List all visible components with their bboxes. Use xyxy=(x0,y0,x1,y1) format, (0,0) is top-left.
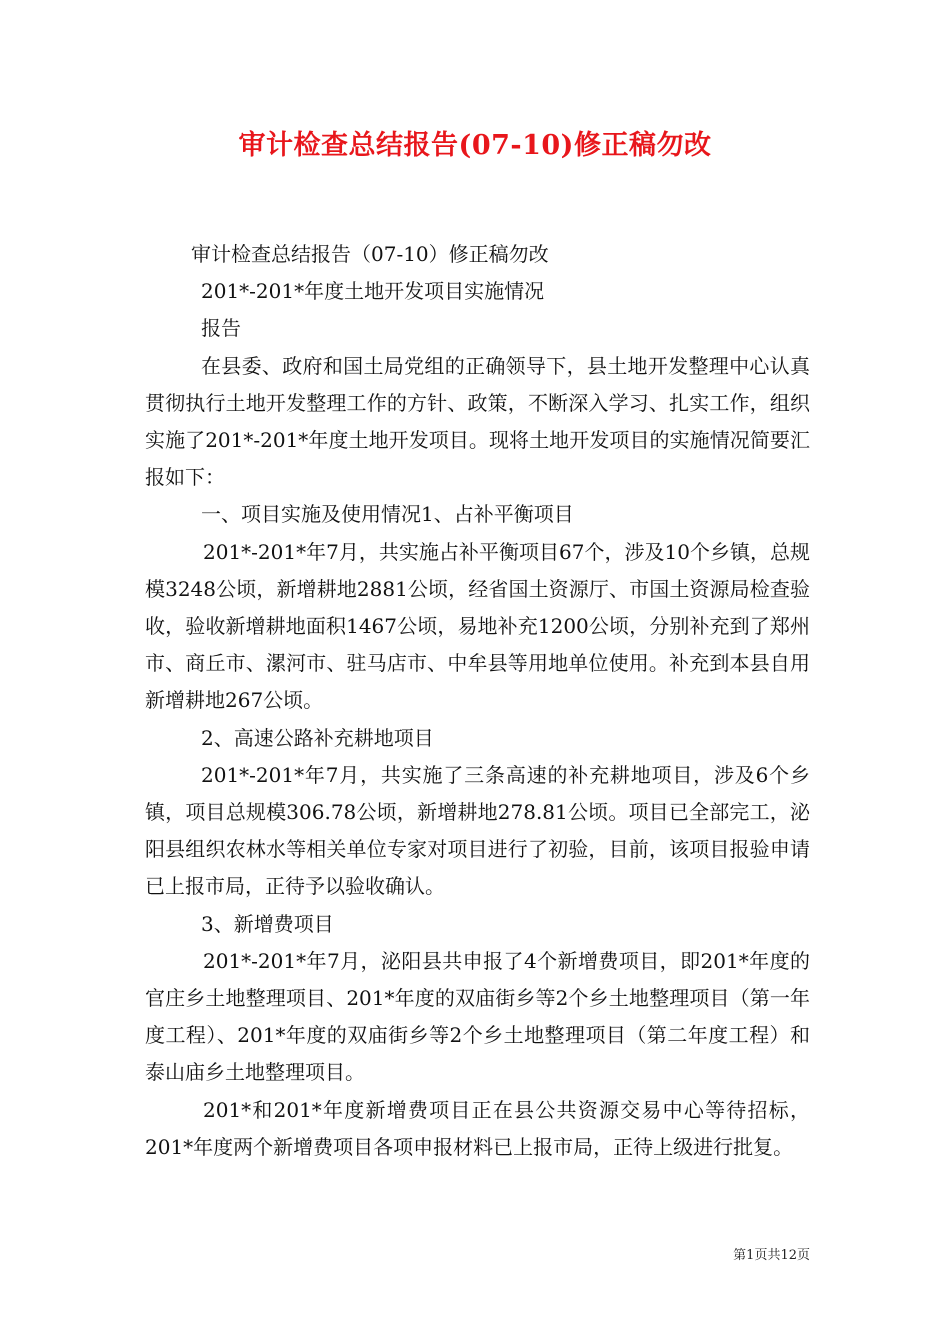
paragraph-report-label: 报告 xyxy=(201,316,241,341)
document-body xyxy=(145,236,810,1166)
paragraph-bidding-status: 201*和201*年度新增费项目正在县公共资源交易中心等待招标，201*年度两个新增费项目各项申报材料已上报市局，正待上级进行批复。 xyxy=(145,1097,810,1159)
paragraph-new-fee-projects: 201*-201*年7月，泌阳县共申报了4个新增费项目，即201*年度的官庄乡土地整理项目、201*年度的双庙街乡等2个乡土地整理项目（第一年度工程）、201*年度的双庙街乡等2个乡土地整理项目（第二年度工程）和泰山庙乡土地整理项目。 xyxy=(145,948,810,1085)
section-heading-1: 一、项目实施及使用情况1、占补平衡项目 xyxy=(201,502,574,527)
paragraph-report-heading: 201*-201*年度土地开发项目实施情况 xyxy=(201,279,545,304)
section-heading-2: 2、高速公路补充耕地项目 xyxy=(201,725,434,750)
page-number: 第1页共12页 xyxy=(733,1248,810,1263)
paragraph-balance-projects: 201*-201*年7月，共实施占补平衡项目67个，涉及10个乡镇，总规模3248公顷，新增耕地2881公顷，经省国土资源厅、市国土资源局检查验收，验收新增耕地面积1467公顷，易地补充1200公顷，分别补充到了郑州市、商丘市、漯河市、驻马店市、中牟县等用地单位使用。补充到本县自用新增耕地267公顷。 xyxy=(145,539,810,713)
paragraph-subtitle: 审计检查总结报告（07-10）修正稿勿改 xyxy=(191,242,549,266)
section-heading-3: 3、新增费项目 xyxy=(201,911,334,936)
paragraph-highway-projects: 201*-201*年7月，共实施了三条高速的补充耕地项目，涉及6个乡镇，项目总规模306.78公顷，新增耕地278.81公顷。项目已全部完工，泌阳县组织农林水等相关单位专家对项目进行了初验，目前，该项目报验申请已上报市局，正待予以验收确认。 xyxy=(145,762,810,899)
paragraph-intro: 在县委、政府和国土局党组的正确领导下，县土地开发整理中心认真贯彻执行土地开发整理工作的方针、政策，不断深入学习、扎实工作，组织实施了201*-201*年度土地开发项目。现将土地开发项目的实施情况简要汇报如下： xyxy=(145,353,810,490)
document-title: 审计检查总结报告(07-10)修正稿勿改 xyxy=(238,130,712,161)
